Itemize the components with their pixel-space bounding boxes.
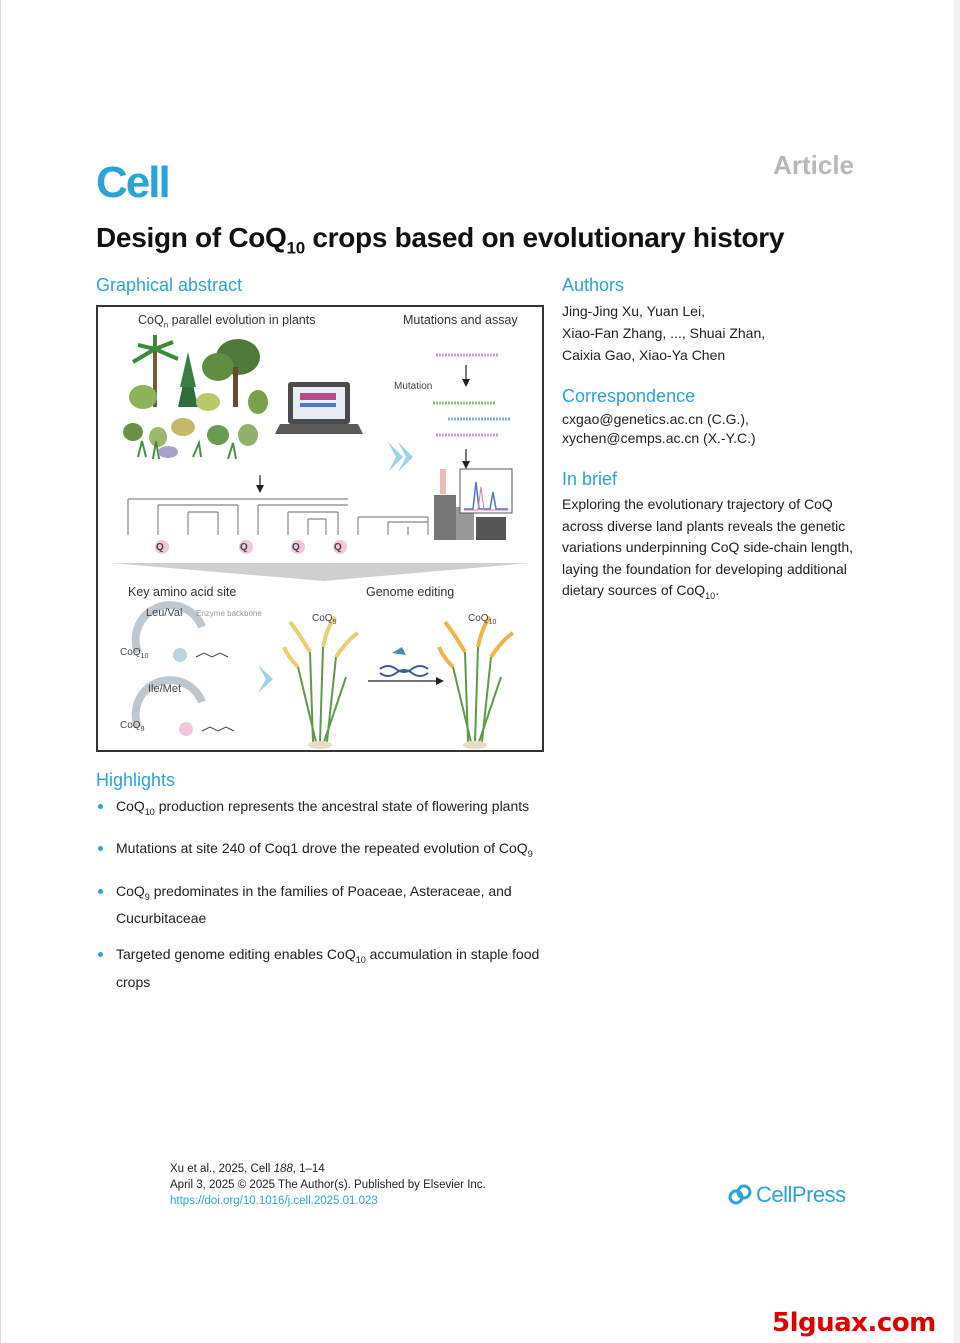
- cellpress-logo-icon: [728, 1184, 752, 1206]
- coq9-enzyme-label: CoQ$_9$: [120, 720, 145, 733]
- authors-line: Xiao-Fan Zhang, ..., Shuai Zhan,: [562, 325, 766, 341]
- tree-tip-4: Q: [334, 542, 342, 553]
- site-watermark: 5lguax.com: [772, 1308, 936, 1338]
- ga-label-genome-editing: Genome editing: [366, 585, 455, 599]
- cellpress-wordmark: CellPress: [756, 1182, 846, 1207]
- ga-label-mutations-assay: Mutations and assay: [403, 313, 518, 327]
- ga-label-key-site: Key amino acid site: [128, 585, 237, 599]
- hplc-instrument-icon: [434, 469, 512, 540]
- authors-line: Jing-Jing Xu, Yuan Lei,: [562, 303, 705, 319]
- rice-left-label: CoQ$_9$: [312, 613, 337, 626]
- citation-line: Xu et al., 2025, Cell 188, 1–14: [170, 1163, 325, 1175]
- email-link[interactable]: xychen@cemps.ac.cn (X.-Y.C.): [562, 430, 756, 446]
- enzyme-backbone-label: Enzyme backbone: [196, 609, 262, 618]
- highlight-item: CoQ$_9$ predominates in the families of Poaceae, Asteraceae, and Cucurbitaceae: [96, 881, 546, 930]
- journal-logo: Cell: [96, 158, 169, 207]
- site-leu-val-label: Leu/Val: [146, 607, 183, 619]
- graphical-abstract-figure: [96, 305, 544, 752]
- ga-mutation-label: Mutation: [394, 381, 433, 392]
- highlights-list: [96, 796, 546, 1008]
- correspondence-heading: Correspondence: [562, 386, 696, 406]
- sequence-alignment-icon: [433, 355, 510, 469]
- in-brief-heading: In brief: [562, 469, 618, 489]
- bullet-icon: [98, 804, 103, 809]
- tree-tip-3: Q: [292, 542, 300, 553]
- authors-heading: Authors: [562, 275, 625, 295]
- cellpress-logo: [728, 1182, 846, 1208]
- rice-plant-left-icon: [284, 617, 358, 749]
- coq10-enzyme-label: CoQ$_{10}$: [120, 647, 149, 660]
- bullet-icon: [98, 846, 103, 851]
- authors-list: [562, 300, 862, 366]
- highlight-item: CoQ$_{10}$ production represents the ancestral state of flowering plants: [96, 796, 546, 823]
- bullet-icon: [98, 952, 103, 957]
- article-type-label: Article: [773, 150, 854, 180]
- date-line: April 3, 2025 © 2025 The Author(s). Published by Elsevier Inc.: [170, 1179, 486, 1191]
- panel-divider: [110, 563, 530, 581]
- highlight-item: Mutations at site 240 of Coq1 drove the repeated evolution of CoQ$_9$: [96, 838, 546, 865]
- phylogenetic-tree-icon: [128, 499, 428, 535]
- highlights-heading: Highlights: [96, 770, 176, 790]
- rice-right-label: CoQ$_{10}$: [468, 613, 497, 626]
- doi-link[interactable]: https://doi.org/10.1016/j.cell.2025.01.023: [170, 1195, 378, 1207]
- rice-plant-right-icon: [439, 617, 513, 749]
- bullet-icon: [98, 889, 103, 894]
- article-title: Design of CoQ$_{10}$ crops based on evolutionary history: [96, 222, 785, 258]
- arrow-right-icon-2: [258, 665, 273, 693]
- ga-label-parallel-evolution: CoQ$_n$ parallel evolution in plants: [138, 313, 316, 330]
- correspondence-emails: [562, 410, 862, 448]
- arrow-right-icon: [388, 442, 413, 472]
- highlight-item: Targeted genome editing enables CoQ$_{10}$ accumulation in staple food crops: [96, 944, 546, 993]
- tree-tip-2: Q: [240, 542, 248, 553]
- plants-illustration-icon: [123, 335, 268, 459]
- tree-tip-1: Q: [156, 542, 164, 553]
- laptop-icon: [275, 382, 363, 434]
- coq-markers: [155, 540, 347, 554]
- site-ile-met-label: Ile/Met: [148, 683, 182, 695]
- email-link[interactable]: cxgao@genetics.ac.cn (C.G.),: [562, 411, 749, 427]
- graphical-abstract-heading: Graphical abstract: [96, 275, 243, 295]
- authors-line: Caixia Gao, Xiao-Ya Chen: [562, 347, 726, 363]
- genome-editing-icon: [368, 647, 444, 685]
- enzyme-structure-icon: [136, 605, 234, 736]
- in-brief-text: Exploring the evolutionary trajectory of CoQ across diverse land plants reveals the genetic variations underpinning CoQ side-chain length, laying the foundation for developing additional dietary sources of CoQ$_{10}$.: [562, 496, 854, 601]
- citation-footer: [170, 1161, 486, 1209]
